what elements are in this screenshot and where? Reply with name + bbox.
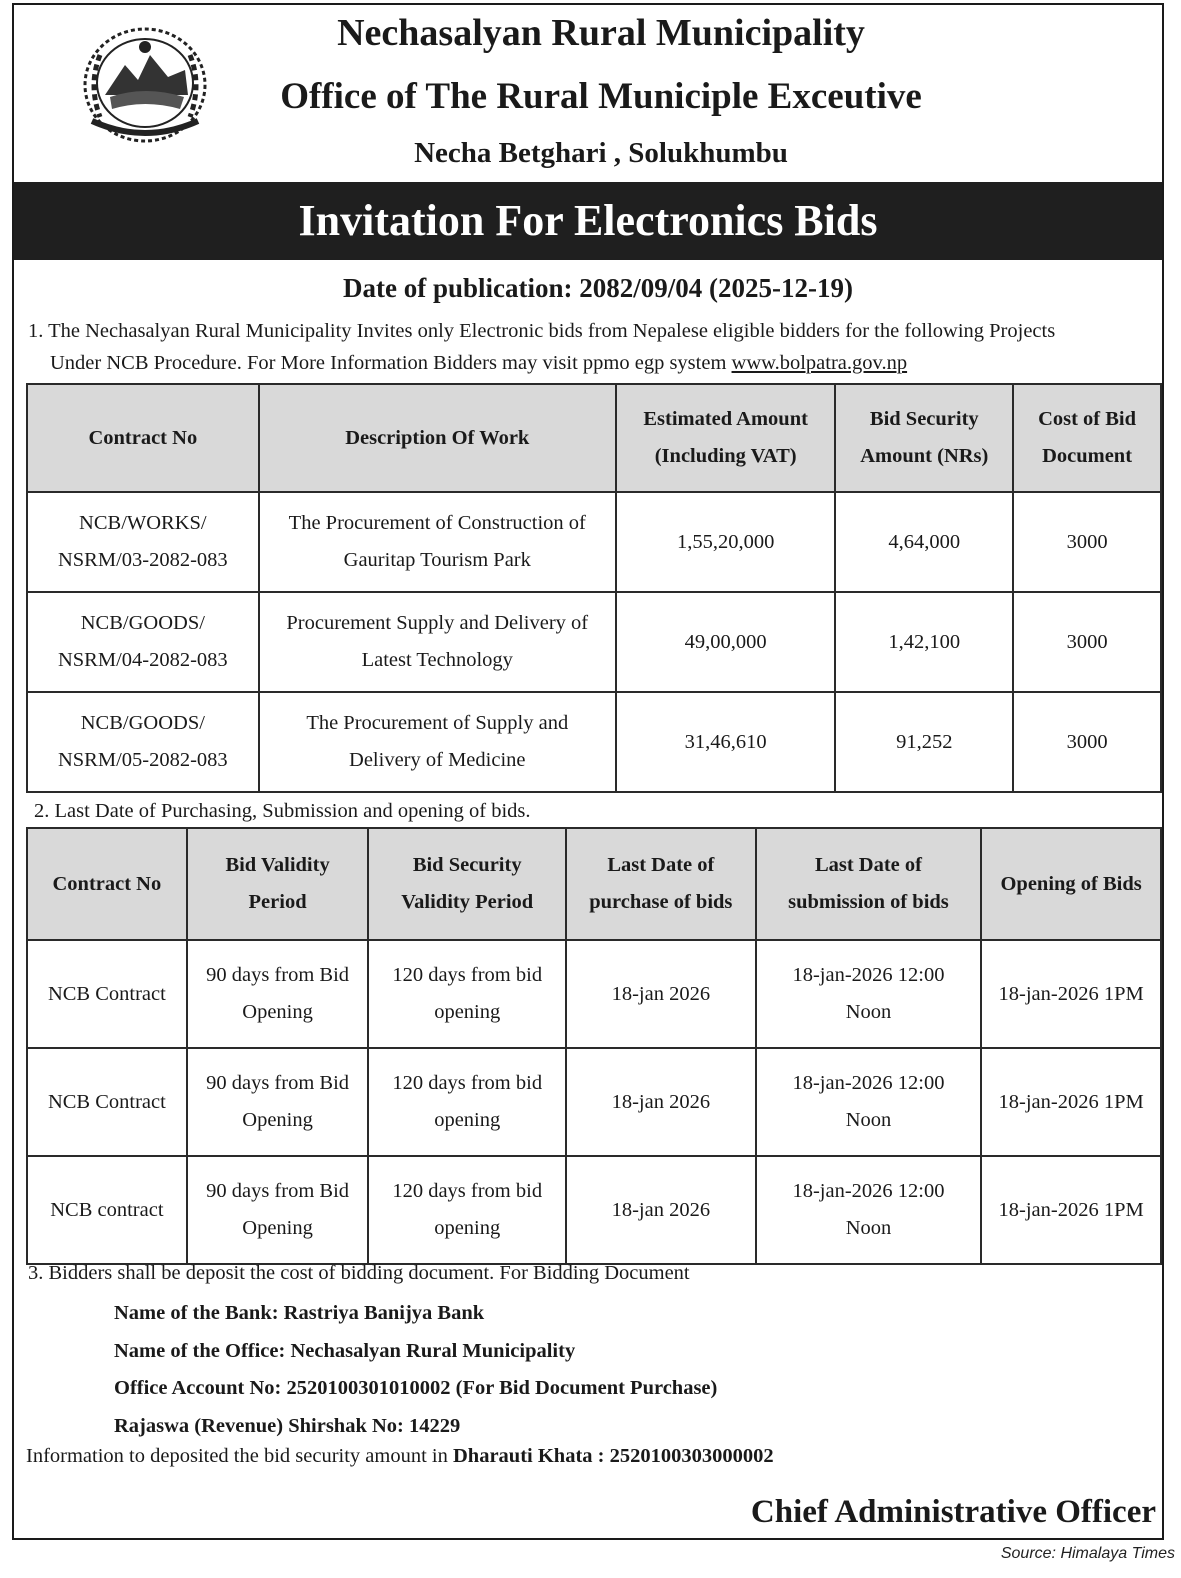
- signatory-title: Chief Administrative Officer: [750, 1494, 1156, 1530]
- table-row: [27, 1048, 1161, 1156]
- purchase-date: 18-jan 2026: [566, 940, 756, 1048]
- security-deposit-info: [26, 1445, 774, 1468]
- intro-line-2-text: Under NCB Procedure. For More Information Bidders may visit ppmo egp system: [50, 352, 732, 374]
- table-row: [27, 940, 1161, 1048]
- table-row: [27, 592, 1161, 692]
- column-header: Cost of Bid Document: [1013, 384, 1161, 492]
- opening-date: 18-jan-2026 1PM: [981, 1156, 1161, 1264]
- column-header: Last Date of submission of bids: [756, 828, 982, 940]
- office-address: Necha Betghari , Solukhumbu: [414, 137, 788, 169]
- bid-validity: 90 days from Bid Opening: [187, 940, 369, 1048]
- contract-type: NCB Contract: [27, 1048, 187, 1156]
- column-header: Bid Validity Period: [187, 828, 369, 940]
- project-table: [26, 383, 1162, 793]
- bid-security-amount: 1,42,100: [835, 592, 1013, 692]
- table-row: [27, 1156, 1161, 1264]
- bid-validity: 90 days from Bid Opening: [187, 1156, 369, 1264]
- table-header-row: [27, 384, 1161, 492]
- deadlines-table: [26, 827, 1162, 1265]
- work-description: The Procurement of Construction of Gauritap Tourism Park: [259, 492, 616, 592]
- contract-type: NCB contract: [27, 1156, 187, 1264]
- column-header: Bid Security Amount (NRs): [835, 384, 1013, 492]
- deposit-heading: 3. Bidders shall be deposit the cost of bidding document. For Bidding Document: [28, 1262, 690, 1284]
- deadlines-heading: 2. Last Date of Purchasing, Submission and opening of bids.: [34, 800, 531, 822]
- security-validity: 120 days from bid opening: [368, 1156, 566, 1264]
- office-account-no: Office Account No: 2520100301010002 (For Bid Document Purchase): [114, 1377, 718, 1399]
- intro-line-1: 1. The Nechasalyan Rural Municipality Invites only Electronic bids from Nepalese eligible bidders for the following Projects: [28, 320, 1056, 342]
- estimated-amount: 1,55,20,000: [616, 492, 836, 592]
- office-name: Office of The Rural Municiple Exceutive: [280, 76, 922, 117]
- contract-type: NCB Contract: [27, 940, 187, 1048]
- submission-date: 18-jan-2026 12:00 Noon: [756, 1156, 982, 1264]
- table-row: [27, 492, 1161, 592]
- column-header: Contract No: [27, 384, 259, 492]
- table-header-row: [27, 828, 1161, 940]
- bid-security-amount: 91,252: [835, 692, 1013, 792]
- column-header: Opening of Bids: [981, 828, 1161, 940]
- intro-paragraph: [28, 315, 1158, 379]
- opening-date: 18-jan-2026 1PM: [981, 1048, 1161, 1156]
- bank-details: [114, 1295, 717, 1445]
- bid-document-cost: 3000: [1013, 592, 1161, 692]
- estimated-amount: 31,46,610: [616, 692, 836, 792]
- column-header: Estimated Amount (Including VAT): [616, 384, 836, 492]
- bid-security-amount: 4,64,000: [835, 492, 1013, 592]
- notice-header: [14, 5, 1162, 180]
- notice-title-banner: Invitation For Electronics Bids: [14, 182, 1162, 260]
- estimated-amount: 49,00,000: [616, 592, 836, 692]
- intro-line-2: [28, 347, 1158, 379]
- column-header: Description Of Work: [259, 384, 616, 492]
- contract-no: NCB/GOODS/ NSRM/04-2082-083: [27, 592, 259, 692]
- purchase-date: 18-jan 2026: [566, 1048, 756, 1156]
- revenue-shirshak-no: Rajaswa (Revenue) Shirshak No: 14229: [114, 1414, 461, 1437]
- submission-date: 18-jan-2026 12:00 Noon: [756, 1048, 982, 1156]
- contract-no: NCB/GOODS/ NSRM/05-2082-083: [27, 692, 259, 792]
- security-validity: 120 days from bid opening: [368, 940, 566, 1048]
- security-deposit-text: Information to deposited the bid security amount in: [26, 1445, 453, 1467]
- source-credit: Source: Himalaya Times: [1000, 1545, 1175, 1562]
- column-header: Last Date of purchase of bids: [566, 828, 756, 940]
- work-description: Procurement Supply and Delivery of Latest Technology: [259, 592, 616, 692]
- bid-validity: 90 days from Bid Opening: [187, 1048, 369, 1156]
- bid-document-cost: 3000: [1013, 692, 1161, 792]
- bank-name: Name of the Bank: Rastriya Banijya Bank: [114, 1302, 485, 1324]
- bid-document-cost: 3000: [1013, 492, 1161, 592]
- notice-frame: [12, 3, 1164, 1540]
- bolpatra-link[interactable]: www.bolpatra.gov.np: [731, 352, 908, 374]
- column-header: Contract No: [27, 828, 187, 940]
- dharauti-khata: Dharauti Khata : 2520100303000002: [453, 1445, 774, 1467]
- table-row: [27, 692, 1161, 792]
- municipality-name: Nechasalyan Rural Municipality: [337, 12, 865, 54]
- opening-date: 18-jan-2026 1PM: [981, 940, 1161, 1048]
- publication-date: Date of publication: 2082/09/04 (2025-12-19): [343, 273, 853, 303]
- column-header: Bid Security Validity Period: [368, 828, 566, 940]
- submission-date: 18-jan-2026 12:00 Noon: [756, 940, 982, 1048]
- purchase-date: 18-jan 2026: [566, 1156, 756, 1264]
- security-validity: 120 days from bid opening: [368, 1048, 566, 1156]
- office-name-line: Name of the Office: Nechasalyan Rural Municipality: [114, 1339, 576, 1362]
- work-description: The Procurement of Supply and Delivery of Medicine: [259, 692, 616, 792]
- contract-no: NCB/WORKS/ NSRM/03-2082-083: [27, 492, 259, 592]
